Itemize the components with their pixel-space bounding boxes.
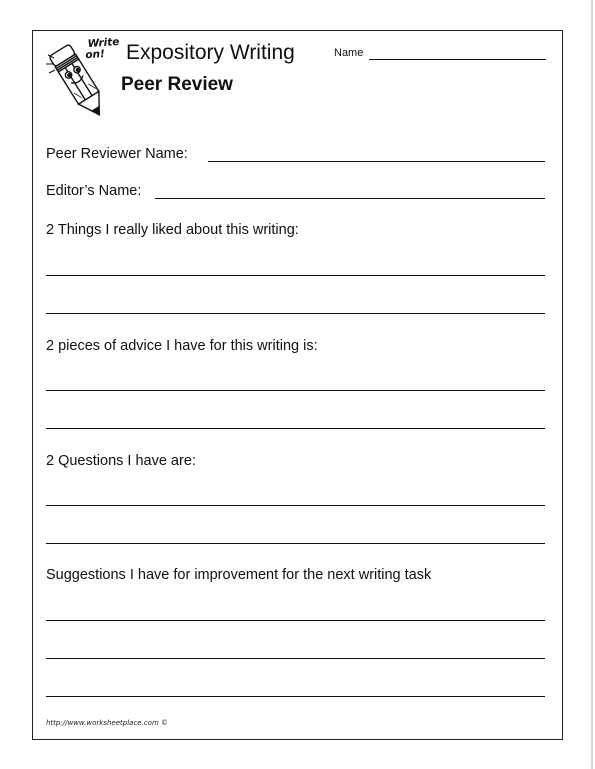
name-line[interactable]	[369, 59, 546, 60]
questions-prompt: 2 Questions I have are:	[46, 453, 196, 469]
worksheet-border	[32, 30, 563, 740]
answer-line[interactable]	[46, 658, 545, 659]
logo-write-on	[84, 35, 120, 62]
answer-line[interactable]	[46, 313, 545, 314]
peer-reviewer-label: Peer Reviewer Name:	[46, 146, 188, 162]
answer-line[interactable]	[46, 696, 545, 697]
answer-line[interactable]	[46, 275, 545, 276]
liked-prompt: 2 Things I really liked about this writing:	[46, 222, 299, 238]
footer-url: http://www.worksheetplace.com ©	[46, 719, 169, 727]
answer-line[interactable]	[46, 390, 545, 391]
scan-edge	[591, 0, 593, 769]
editor-line[interactable]	[155, 198, 545, 199]
name-label: Name	[334, 47, 364, 59]
answer-line[interactable]	[46, 543, 545, 544]
answer-line[interactable]	[46, 505, 545, 506]
answer-line[interactable]	[46, 428, 545, 429]
page-title: Expository Writing	[126, 41, 295, 64]
page-subtitle: Peer Review	[121, 74, 233, 95]
logo-text-line2: on!	[84, 47, 106, 62]
logo-text-line1: Write	[87, 35, 120, 51]
peer-reviewer-line[interactable]	[208, 161, 545, 162]
suggestions-prompt: Suggestions I have for improvement for the next writing task	[46, 567, 432, 583]
editor-label: Editor’s Name:	[46, 183, 142, 199]
advice-prompt: 2 pieces of advice I have for this writing is:	[46, 338, 318, 354]
answer-line[interactable]	[46, 620, 545, 621]
